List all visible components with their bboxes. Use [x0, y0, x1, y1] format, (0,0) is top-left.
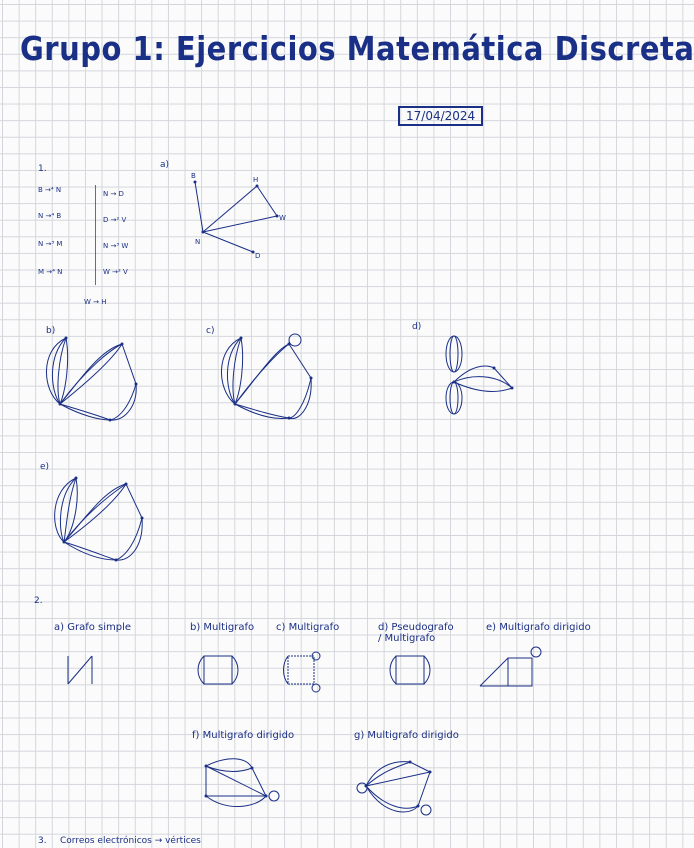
relation-extra: W → H	[84, 298, 107, 306]
ex2-c-label: c) Multigrafo	[276, 622, 340, 633]
relation-left-4: M →⁴ N	[38, 268, 63, 276]
relation-right-2: D →² V	[103, 216, 127, 224]
graph-d	[436, 330, 526, 425]
relation-right-3: N →³ W	[103, 242, 129, 250]
vertex-label-b: B	[191, 172, 196, 180]
ex2-a-label: a) Grafo simple	[54, 622, 132, 633]
ex2-graph-b	[196, 650, 242, 690]
part-c-label: c)	[206, 326, 215, 336]
graph-c	[215, 330, 325, 430]
ex3-text: Correos electrónicos → vértices	[60, 836, 201, 846]
vertex-label-d: D	[255, 252, 261, 260]
ex2-graph-a	[60, 650, 100, 690]
ex3-number: 3.	[38, 836, 47, 846]
page-title: Grupo 1: Ejercicios Matemática Discreta	[20, 30, 694, 69]
relation-right-4: W →² V	[103, 268, 128, 276]
ex2-graph-e	[476, 640, 546, 696]
relation-left-1: B →⁴ N	[38, 186, 62, 194]
relations-divider	[95, 185, 96, 285]
graph-e	[44, 470, 159, 570]
graph-b	[40, 330, 150, 430]
relation-right-1: N → D	[103, 190, 124, 198]
ex2-graph-g	[354, 756, 444, 818]
relation-left-3: N →³ M	[38, 240, 63, 248]
part-d-label: d)	[412, 322, 422, 332]
vertex-label-w: W	[279, 214, 286, 222]
ex2-b-label: b) Multigrafo	[190, 622, 255, 633]
part-b-label: b)	[46, 326, 56, 336]
ex2-d-label: d) Pseudografo / Multigrafo	[378, 622, 454, 644]
ex2-number: 2.	[34, 596, 43, 606]
relation-left-2: N →⁴ B	[38, 212, 62, 220]
ex2-graph-c	[280, 648, 326, 696]
vertex-label-n: N	[195, 238, 201, 246]
graph-a	[185, 172, 285, 262]
part-e-label: e)	[40, 462, 50, 472]
part-a-label: a)	[160, 160, 170, 170]
vertex-label-h: H	[253, 176, 259, 184]
ex2-e-label: e) Multigrafo dirigido	[486, 622, 591, 633]
ex2-graph-d	[388, 650, 434, 690]
ex1-number: 1.	[38, 164, 47, 174]
ex2-graph-f	[196, 756, 286, 816]
ex2-g-label: g) Multigrafo dirigido	[354, 730, 459, 741]
date-box: 17/04/2024	[398, 106, 483, 126]
ex2-f-label: f) Multigrafo dirigido	[192, 730, 295, 741]
